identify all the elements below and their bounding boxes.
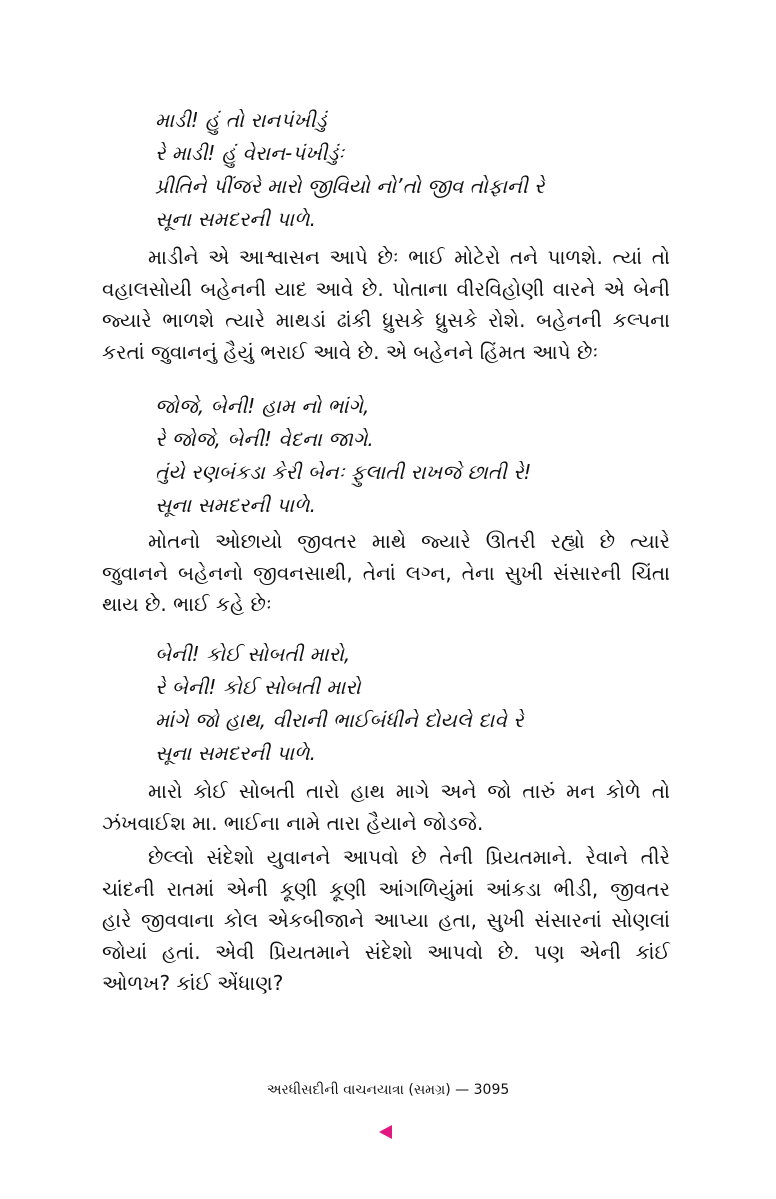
verse-line: જોજે, બેની! હામ નો ભાંગે,	[155, 394, 370, 418]
paragraph-line: ચાંદની રાતમાં એની કૂણી કૂણી આંગળિયુંમાં આંકડા ભીડી, જીવતર	[102, 876, 670, 901]
verse-line: સૂના સમદરની પાળે.	[155, 741, 317, 765]
paragraph-4	[102, 842, 670, 1000]
paragraph-1	[102, 242, 670, 368]
paragraph-line: થાય છે. ભાઈ કહે છેઃ	[102, 592, 272, 616]
verse-line: માડી! હું તો રાનપંખીડું	[155, 108, 327, 132]
paragraph-3	[102, 776, 670, 839]
paragraph-line: જ્યારે ભાળશે ત્યારે માથડાં ઢાંકી ધ્રુસકે ધ્રુસકે રોશે. બહેનની કલ્પના	[102, 308, 670, 332]
verse-block-3	[155, 638, 715, 770]
paragraph-line: હારે જીવવાના કોલ એકબીજાને આપ્યા હતા, સુખી સંસારનાં સોણલાં	[102, 908, 670, 932]
verse-line: માંગે જો હાથ, વીરાની ભાઈબંધીને દોયલે દાવે રે	[155, 708, 524, 732]
verse-line: રે જોજે, બેની! વેદના જાગે.	[155, 427, 374, 451]
paragraph-line: જોયાં હતાં. એવી પ્રિયતમાને સંદેશો આપવો છે. પણ એની કાંઈ	[102, 939, 670, 964]
verse-line: રે માડી! હું વેરાન-પંખીડુંઃ	[155, 141, 345, 165]
paragraph-line: મોતનો ઓછાયો જીવતર માથે જ્યારે ઊતરી રહ્યો છે ત્યારે	[148, 529, 670, 553]
paragraph-line: માડીને એ આશ્વાસન આપે છેઃ ભાઈ મોટેરો તને પાળશે. ત્યાં તો	[148, 245, 670, 269]
verse-block-2	[155, 390, 715, 522]
paragraph-line: ઓળખ? કાંઈ એંધાણ?	[102, 971, 284, 995]
verse-line: રે બેની! કોઈ સોબતી મારો	[155, 675, 361, 699]
paragraph-line: જુવાનને બહેનનો જીવનસાથી, તેનાં લગ્ન, તેના સુખી સંસારની ચિંતા	[102, 560, 670, 585]
paragraph-line: કરતાં જુવાનનું હૈયું ભરાઈ આવે છે. એ બહેનને હિંમત આપે છેઃ	[102, 339, 599, 364]
verse-line: બેની! કોઈ સોબતી મારો,	[155, 642, 351, 666]
paragraph-line: ઝંખવાઈશ મા. ભાઈના નામે તારા હૈયાને જોડજે.	[102, 810, 484, 835]
paragraph-line: વહાલસોયી બહેનની યાદ આવે છે. પોતાના વીરવિહોણી વારને એ બેની	[102, 276, 670, 301]
paragraph-line: છેલ્લો સંદેશો યુવાનને આપવો છે તેની પ્રિયતમાને. રેવાને તીરે	[148, 845, 670, 869]
left-triangle-icon[interactable]	[379, 1125, 392, 1139]
paragraph-2	[102, 526, 670, 621]
verse-line: સૂના સમદરની પાળે.	[155, 207, 317, 231]
verse-line: તુંયે રણબંકડા કેરી બેનઃ ફુલાતી રાખજે છાતી રે!	[155, 460, 532, 484]
verse-line: સૂના સમદરની પાળે.	[155, 493, 317, 517]
paragraph-line: મારો કોઈ સોબતી તારો હાથ માગે અને જો તારું મન કોળે તો	[148, 779, 670, 803]
page-footer: અરધીસદીની વાચનયાત્રા (સમગ્ર) — 3095	[266, 1082, 510, 1098]
verse-block-1	[155, 104, 715, 236]
verse-line: પ્રીતિને પીંજરે મારો જીવિયો નો’તો જીવ તોફાની રે	[155, 174, 545, 198]
